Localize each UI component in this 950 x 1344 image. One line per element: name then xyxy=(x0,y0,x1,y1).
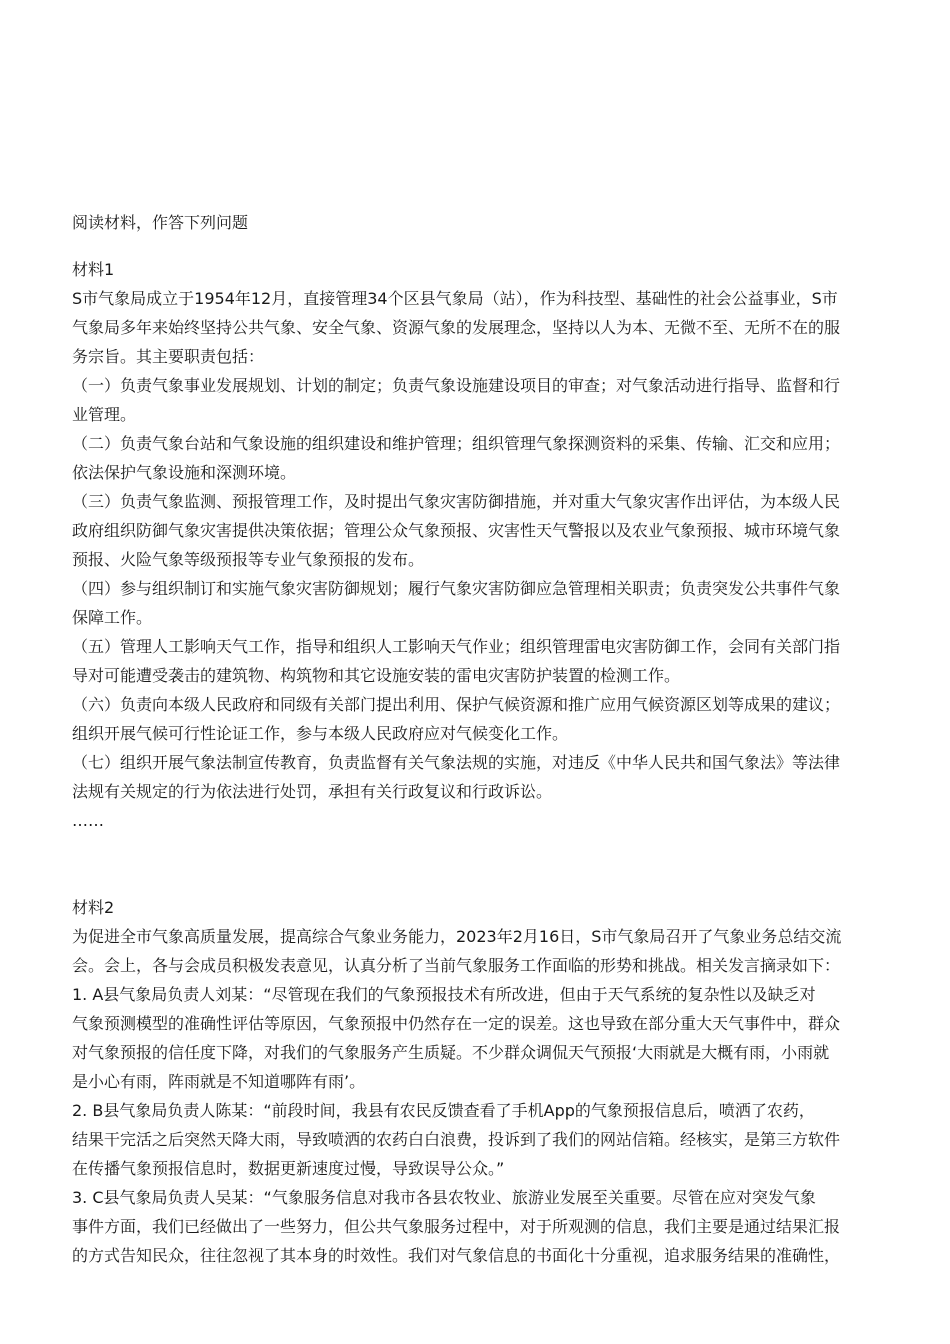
material-1-heading: 材料1 xyxy=(72,260,115,279)
paragraph-line: 预报、火险气象等级预报等专业气象预报的发布。 xyxy=(72,550,425,569)
paragraph-line: 政府组织防御气象灾害提供决策依据；管理公众气象预报、灾害性天气警报以及农业气象预报、城市环境气象 xyxy=(72,521,841,540)
paragraph-line: （七）组织开展气象法制宣传教育，负责监督有关气象法规的实施，对违反《中华人民共和国气象法》等法律 xyxy=(72,753,841,772)
paragraph-line: 在传播气象预报信息时，数据更新速度过慢，导致误导公众。” xyxy=(72,1159,505,1178)
intro-prompt: 阅读材料，作答下列问题 xyxy=(72,213,249,232)
paragraph-line: 法规有关规定的行为依法进行处罚，承担有关行政复议和行政诉讼。 xyxy=(72,782,553,801)
paragraph-line: （一）负责气象事业发展规划、计划的制定；负责气象设施建设项目的审查；对气象活动进行指导、监督和行 xyxy=(72,376,841,395)
paragraph-line: 组织开展气候可行性论证工作，参与本级人民政府应对气候变化工作。 xyxy=(72,724,569,743)
spacer xyxy=(72,835,882,893)
paragraph-line: S市气象局成立于1954年12月，直接管理34个区县气象局（站），作为科技型、基础性的社会公益事业，S市 xyxy=(72,289,838,308)
paragraph-line: 保障工作。 xyxy=(72,608,153,627)
paragraph-line: 结果干完活之后突然天降大雨，导致喷洒的农药白白浪费，投诉到了我们的网站信箱。经核实，是第三方软件 xyxy=(72,1130,841,1149)
paragraph-line: 导对可能遭受袭击的建筑物、构筑物和其它设施安装的雷电灾害防护装置的检测工作。 xyxy=(72,666,681,685)
paragraph-line: 气象局多年来始终坚持公共气象、安全气象、资源气象的发展理念，坚持以人为本、无微不至、无所不在的服 xyxy=(72,318,841,337)
paragraph-line: 事件方面，我们已经做出了一些努力，但公共气象服务过程中，对于所观测的信息，我们主要是通过结果汇报 xyxy=(72,1217,841,1236)
spacer xyxy=(72,237,882,255)
material-2-section xyxy=(72,893,882,1270)
paragraph-line: 对气象预报的信任度下降，对我们的气象服务产生质疑。不少群众调侃天气预报‘大雨就是大概有雨，小雨就 xyxy=(72,1043,830,1062)
paragraph-line: 业管理。 xyxy=(72,405,137,424)
paragraph-line: 会。会上，各与会成员积极发表意见，认真分析了当前气象服务工作面临的形势和挑战。相关发言摘录如下： xyxy=(72,956,841,975)
material-1-section xyxy=(72,255,882,835)
paragraph-line: 依法保护气象设施和深测环境。 xyxy=(72,463,297,482)
paragraph-line: 气象预测模型的准确性评估等原因，气象预报中仍然存在一定的误差。这也导致在部分重大天气事件中，群众 xyxy=(72,1014,841,1033)
paragraph-line: 务宗旨。其主要职责包括： xyxy=(72,347,265,366)
paragraph-line: （二）负责气象台站和气象设施的组织建设和维护管理；组织管理气象探测资料的采集、传输、汇交和应用； xyxy=(72,434,841,453)
ellipsis: …… xyxy=(72,811,104,830)
paragraph-line: 2. B县气象局负责人陈某：“前段时间，我县有农民反馈查看了手机App的气象预报信息后，喷洒了农药， xyxy=(72,1101,815,1120)
paragraph-line: 的方式告知民众，往往忽视了其本身的时效性。我们对气象信息的书面化十分重视，追求服务结果的准确性， xyxy=(72,1246,841,1265)
paragraph-line: （三）负责气象监测、预报管理工作，及时提出气象灾害防御措施，并对重大气象灾害作出评估，为本级人民 xyxy=(72,492,841,511)
paragraph-line: 3. C县气象局负责人吴某：“气象服务信息对我市各县农牧业、旅游业发展至关重要。尽管在应对突发气象 xyxy=(72,1188,816,1207)
paragraph-line: （六）负责向本级人民政府和同级有关部门提出利用、保护气候资源和推广应用气候资源区划等成果的建议； xyxy=(72,695,841,714)
paragraph-line: 为促进全市气象高质量发展，提高综合气象业务能力，2023年2月16日，S市气象局召开了气象业务总结交流 xyxy=(72,927,842,946)
paragraph-line: （四）参与组织制订和实施气象灾害防御规划；履行气象灾害防御应急管理相关职责；负责突发公共事件气象 xyxy=(72,579,841,598)
paragraph-line: 1. A县气象局负责人刘某：“尽管现在我们的气象预报技术有所改进，但由于天气系统的复杂性以及缺乏对 xyxy=(72,985,816,1004)
paragraph-line: 是小心有雨，阵雨就是不知道哪阵有雨’。 xyxy=(72,1072,366,1091)
document-body xyxy=(72,208,882,1270)
paragraph-line: （五）管理人工影响天气工作，指导和组织人工影响天气作业；组织管理雷电灾害防御工作，会同有关部门指 xyxy=(72,637,841,656)
material-2-heading: 材料2 xyxy=(72,898,115,917)
